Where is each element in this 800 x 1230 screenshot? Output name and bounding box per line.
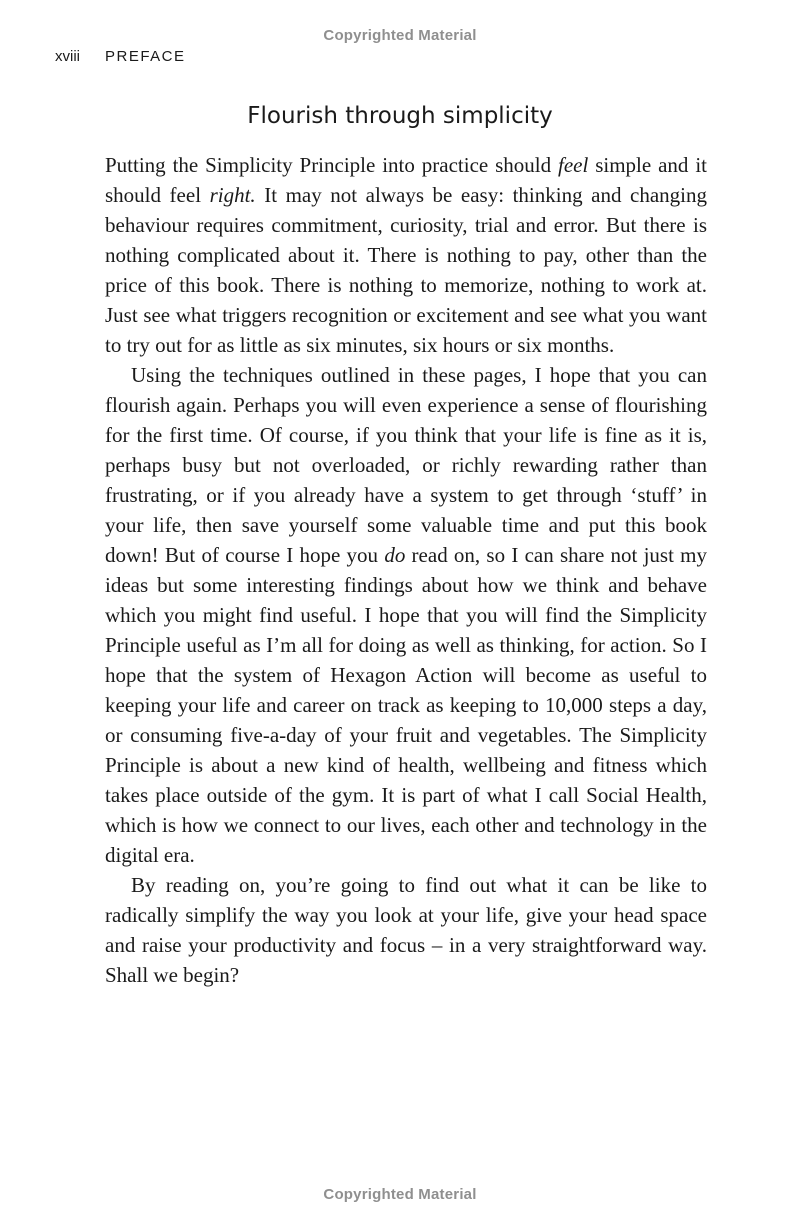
page-number: xviii [55,48,80,65]
paragraph-2-text-2: read on, so I can share not just my ideas but some interesting findings about how we think and behave which you might find useful. I hope that you will find the Simplicity Principle useful as I’m all for doing as well as thinking, for action. So I hope that the system of Hexagon Action will become as useful to keeping your life and career on track as keeping to 10,000 steps a day, or consuming five-a-day of your fruit and vegetables. The Simplicity Principle is about a new kind of health, wellbeing and fitness which takes place outside of the gym. It is part of what I call Social Health, which is how we connect to our lives, each other and technology in the digital era. [105,543,707,867]
running-head [55,48,186,65]
paragraph-2-text-1: Using the techniques outlined in these pages, I hope that you can flourish again. Perhaps you will even experience a sense of flourishing for the first time. Of course, if you think that your life is fine as it is, perhaps busy but not overloaded, or richly rewarding rather than frustrating, or if you already have a system to get through ‘stuff’ in your life, then save yourself some valuable time and put this book down! But of course I hope you [105,363,707,567]
copyright-watermark-top: Copyrighted Material [323,27,477,44]
paragraph-1-text-1: Putting the Simplicity Principle into practice should [105,153,559,177]
emphasis-feel: feel [558,153,589,177]
body-text [105,150,707,990]
paragraph-1 [105,150,707,360]
running-head-section: PREFACE [105,48,186,65]
emphasis-right: right. [209,183,256,207]
copyright-watermark-bottom: Copyrighted Material [323,1186,477,1203]
paragraph-3-text-1: By reading on, you’re going to find out what it can be like to radically simplify the way you look at your life, give your head space and raise your productivity and focus – in a very straightforward way. Shall we begin? [105,873,707,987]
paragraph-2 [105,360,707,870]
section-heading: Flourish through simplicity [247,103,553,129]
paragraph-3 [105,870,707,990]
paragraph-1-text-3: It may not always be easy: thinking and changing behaviour requires commitment, curiosity, trial and error. But there is nothing complicated about it. There is nothing to pay, other than the price of this book. There is nothing to memorize, nothing to work at. Just see what triggers recognition or excitement and see what you want to try out for as little as six minutes, six hours or six months. [105,183,707,357]
emphasis-do: do [384,543,406,567]
paragraph-1-text-2: simple and it should feel [105,153,707,207]
